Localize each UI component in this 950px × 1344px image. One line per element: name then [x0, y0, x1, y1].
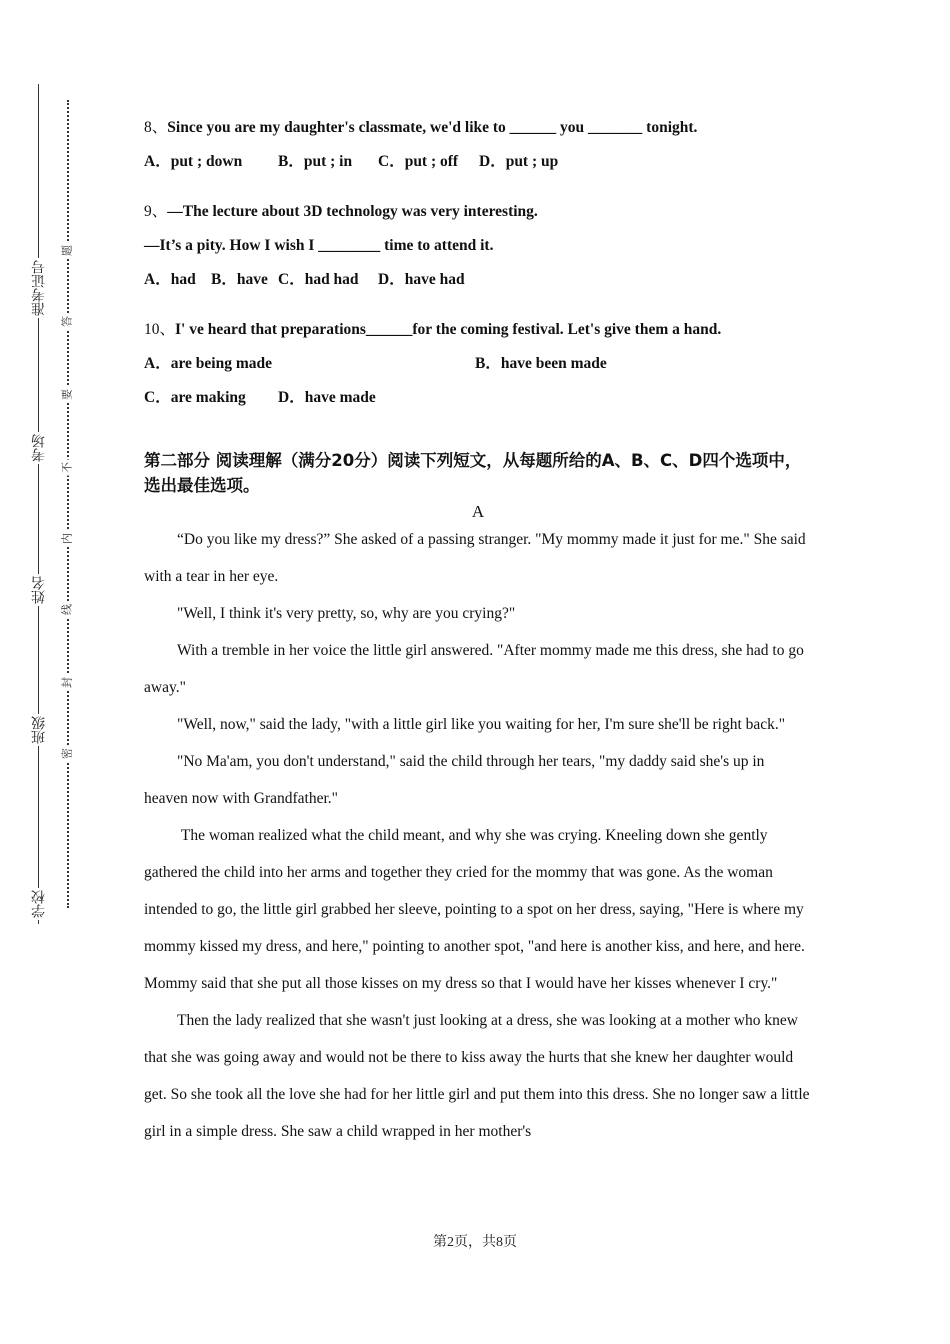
option-a: A．are being made	[144, 355, 273, 372]
question-10	[144, 320, 812, 408]
page-footer: 第2页，共8页	[433, 1235, 517, 1250]
binding-char: 封	[60, 675, 75, 691]
option-b: B．have	[211, 271, 268, 288]
binding-dotted-line	[67, 100, 69, 908]
binding-margin	[0, 0, 80, 1344]
question-number: 9、	[144, 203, 168, 220]
option-row	[144, 270, 812, 290]
exam-room-label: 考场	[31, 434, 47, 462]
option-row	[144, 354, 812, 374]
question-8	[144, 118, 812, 172]
exam-number-label: 准考证号	[31, 260, 47, 316]
question-9	[144, 202, 812, 290]
option-d: D．have had	[378, 271, 465, 288]
question-stem: Since you are my daughter's classmate, we'd like to ______ you _______ tonight.	[167, 119, 698, 136]
question-number: 10、	[144, 321, 176, 338]
passage	[144, 521, 812, 1150]
option-c: C．had had	[278, 271, 359, 288]
binding-char: 要	[60, 387, 75, 403]
passage-paragraph: Then the lady realized that she wasn't just looking at a dress, she was looking at a mother who knew that she was going away and would not be there to kiss away the hurts that she knew her daughter would get. So she took all the love she had for her little girl and put them into this dress. She no longer saw a little girl in a simple dress. She saw a child wrapped in her mother's	[144, 1012, 810, 1140]
question-stem-reply: —It’s a pity. How I wish I ________ time to attend it.	[144, 237, 494, 254]
option-b: B．put ; in	[278, 153, 353, 170]
passage-letter: A	[471, 502, 485, 521]
option-d: D．put ; up	[479, 153, 559, 170]
option-row	[144, 388, 812, 408]
class-label: 班级	[31, 716, 47, 744]
passage-paragraph: "No Ma'am, you don't understand," said the child through her tears, "my daddy said she's up in heaven now with Grandfather."	[144, 753, 765, 807]
passage-paragraph: "Well, I think it's very pretty, so, why are you crying?"	[177, 605, 516, 622]
binding-char: 题	[60, 243, 75, 259]
school-label: 学校	[31, 890, 47, 918]
binding-solid-line	[38, 84, 39, 924]
page-content	[144, 118, 812, 1150]
binding-char: 不	[60, 460, 75, 476]
name-label: 姓名	[31, 576, 47, 604]
section-title: 第二部分 阅读理解（满分20分）阅读下列短文，从每题所给的A、B、C、D四个选项中，选出最佳选项。	[144, 451, 802, 495]
option-c: C．put ; off	[378, 153, 459, 170]
question-number: 8、	[144, 119, 168, 136]
option-a: A．put ; down	[144, 153, 243, 170]
option-row	[144, 152, 812, 172]
binding-char: 密	[60, 746, 75, 762]
option-d: D．have made	[278, 389, 376, 406]
question-stem: —The lecture about 3D technology was very interesting.	[167, 203, 538, 220]
option-c: C．are making	[144, 389, 246, 406]
option-b: B．have been made	[475, 355, 607, 372]
binding-char: 线	[60, 602, 75, 618]
passage-paragraph: The woman realized what the child meant, and why she was crying. Kneeling down she gently gathered the child into her arms and together they cried for the mommy that was gone. As the woman intended to go, the little girl grabbed her sleeve, pointing to a spot on her dress, saying, "Here is where my mommy kissed my dress, and here," pointing to another spot, "and here is another kiss, and here, and here. Mommy said that she put all those kisses on my dress so that I would have her kisses whenever I cry."	[144, 827, 809, 992]
binding-char: 内	[60, 531, 75, 547]
passage-paragraph: “Do you like my dress?” She asked of a passing stranger. "My mommy made it just for me." She said with a tear in her eye.	[144, 531, 806, 585]
option-a: A．had	[144, 271, 196, 288]
binding-char: 答	[60, 314, 75, 330]
passage-paragraph: With a tremble in her voice the little girl answered. "After mommy made me this dress, she had to go away."	[144, 642, 804, 696]
question-stem: I' ve heard that preparations______for the coming festival. Let's give them a hand.	[175, 321, 722, 338]
passage-paragraph: "Well, now," said the lady, "with a little girl like you waiting for her, I'm sure she'll be right back."	[177, 716, 786, 733]
